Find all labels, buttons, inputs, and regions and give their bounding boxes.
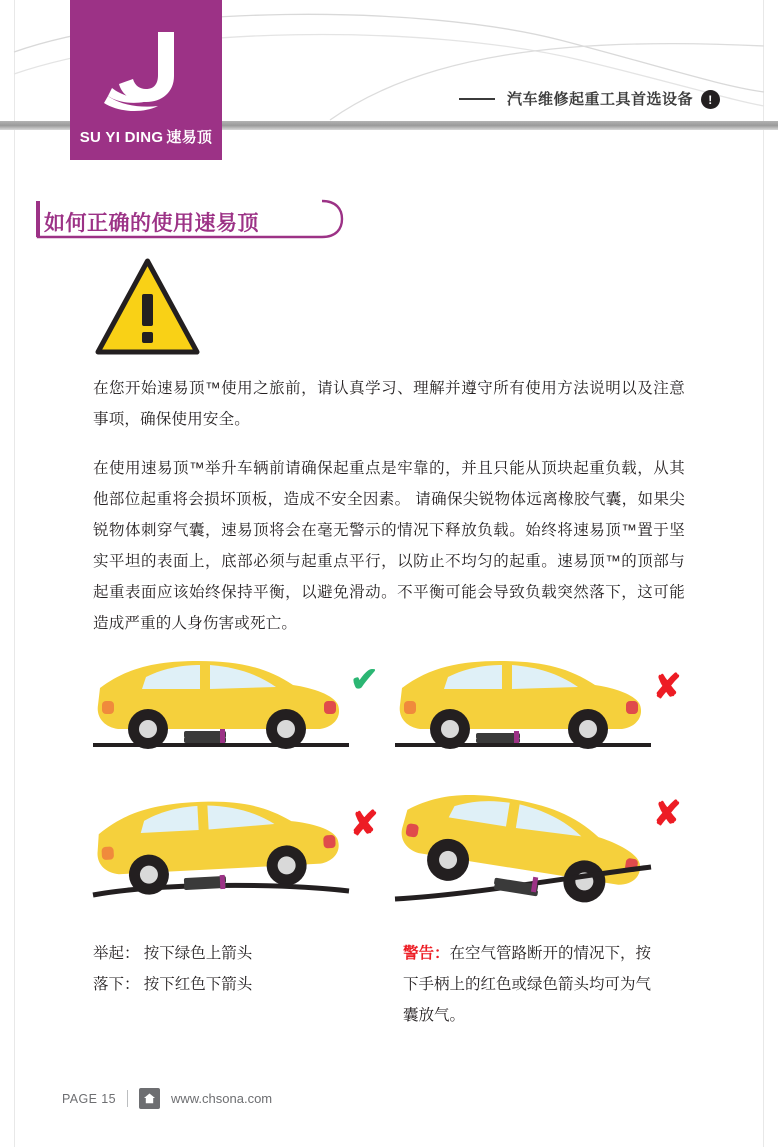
logo-text-cn: 速易顶 xyxy=(166,129,213,146)
header-tagline xyxy=(459,88,720,109)
illustration-incorrect-uneven-ground xyxy=(88,795,353,910)
caption-lift: 举起： 按下绿色上箭头 xyxy=(93,945,253,962)
operation-captions xyxy=(93,938,252,1000)
home-glyph xyxy=(143,1092,156,1105)
illustration-incorrect-jack-at-rear xyxy=(390,655,655,765)
section-title: 如何正确的使用速易顶 xyxy=(44,212,259,235)
illustration-3-mark: ✘ xyxy=(350,805,379,843)
illustration-4-mark: ✘ xyxy=(653,795,682,833)
logo-j-icon xyxy=(70,26,222,112)
caption-lower: 落下： 按下红色下箭头 xyxy=(93,976,253,993)
section-title-block xyxy=(36,199,346,239)
warning-label: 警告： xyxy=(403,945,450,962)
page-number: PAGE 15 xyxy=(62,1091,116,1106)
home-icon xyxy=(139,1088,160,1109)
page-edge-rule-right xyxy=(763,0,764,1147)
illustration-2-mark: ✘ xyxy=(653,668,682,706)
illustration-incorrect-sloped-ground xyxy=(390,795,655,910)
tagline-text: 汽车维修起重工具首选设备 xyxy=(506,91,693,108)
logo-text-en: SU YI DING xyxy=(79,129,164,146)
illustration-correct-flat-center xyxy=(88,655,353,765)
page-edge-rule-left xyxy=(14,0,15,1147)
logo-wordmark xyxy=(80,126,212,147)
website-url: www.chsona.com xyxy=(170,1091,273,1106)
brand-logo xyxy=(70,0,222,160)
warning-text: 在空气管路断开的情况下，按下手柄上的红色或绿色箭头均可为气囊放气。 xyxy=(403,945,652,1024)
tagline-rule xyxy=(459,98,495,100)
footer-divider xyxy=(127,1090,128,1107)
safety-paragraph: 在使用速易顶™举升车辆前请确保起重点是牢靠的，并且只能从顶块起重负载，从其他部位起重将会损坏顶板，造成不安全因素。 请确保尖锐物体远离橡胶气囊，如果尖锐物体刺穿气囊，速易顶将会在毫无警示的情况下释放负载。始终将速易顶™置于坚实平坦的表面上，底部必须与起重点平行，以防止不均匀的起重。速易顶™的顶部与起重表面应该始终保持平衡，以避免滑动。不平衡可能会导致负载突然落下，这可能造成严重的人身伤害或死亡。 xyxy=(93,460,685,632)
illustration-1-mark: ✔ xyxy=(350,661,379,699)
warning-triangle-icon xyxy=(95,258,200,356)
exclamation-badge-icon: ! xyxy=(701,90,720,109)
intro-paragraph: 在您开始速易顶™使用之旅前，请认真学习、理解并遵守所有使用方法说明以及注意事项，确保使用安全。 xyxy=(93,380,685,428)
footer xyxy=(62,1088,272,1109)
warning-caption xyxy=(403,938,653,1031)
